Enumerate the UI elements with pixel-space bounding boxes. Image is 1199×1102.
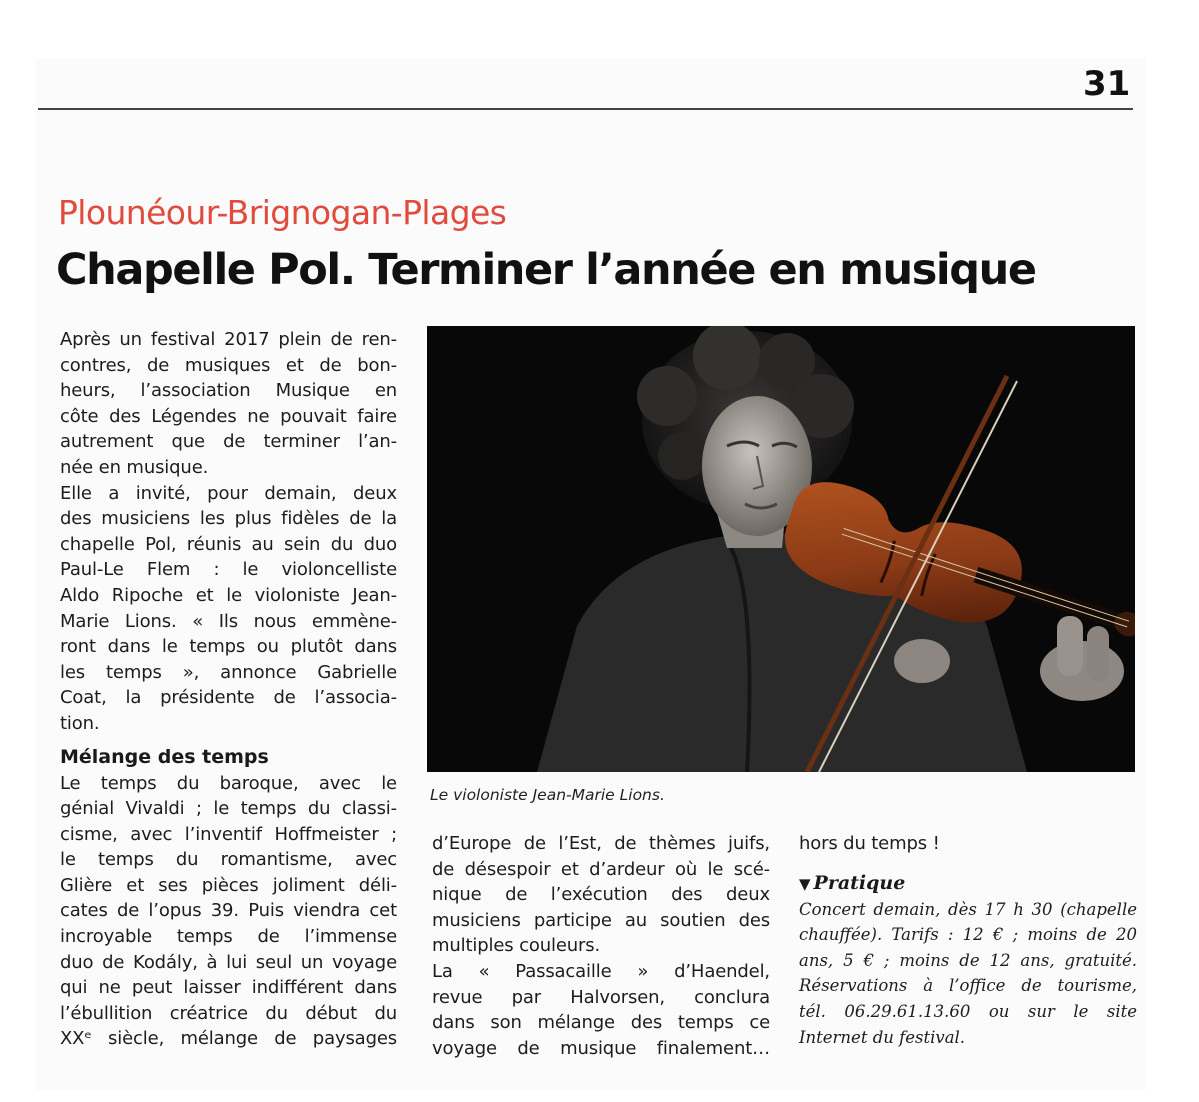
text-line: génial Vivaldi ; le temps du classi- bbox=[60, 798, 397, 820]
article-photo bbox=[427, 326, 1135, 772]
text-line: cisme, avec l’inventif Hoffmeister ; bbox=[60, 823, 397, 845]
practical-info-title-text: Pratique bbox=[813, 871, 906, 894]
practical-info-lines bbox=[799, 897, 1137, 1051]
text-line: nique de l’exécution des deux bbox=[432, 884, 770, 906]
section-paragraph bbox=[60, 771, 397, 1053]
article-column-1 bbox=[60, 327, 397, 1052]
text-line: La « Passacaille » d’Haendel, bbox=[432, 960, 770, 982]
section-subhead: Mélange des temps bbox=[60, 745, 269, 768]
violinist-photo-illustration bbox=[427, 326, 1135, 772]
photo-caption: Le violoniste Jean-Marie Lions. bbox=[430, 786, 665, 804]
text-line: Concert demain, dès 17 h 30 (chapelle bbox=[799, 899, 1137, 919]
text-line: Paul-Le Flem : le violoncelliste bbox=[60, 559, 397, 581]
article-kicker: Plounéour-Brignogan-Plages bbox=[58, 193, 507, 232]
text-line: hors du temps ! bbox=[799, 833, 940, 854]
article-headline: Chapelle Pol. Terminer l’année en musique bbox=[56, 245, 1036, 295]
text-line: autrement que de terminer l’an- bbox=[60, 431, 397, 453]
text-line: Marie Lions. « Ils nous emmène- bbox=[60, 610, 397, 632]
practical-info-box bbox=[799, 869, 1137, 1051]
text-line: duo de Kodály, à lui seul un voyage bbox=[60, 951, 397, 973]
text-line: Le temps du baroque, avec le bbox=[60, 772, 397, 794]
text-line: les temps », annonce Gabrielle bbox=[60, 661, 397, 683]
text-line: tion. bbox=[60, 712, 100, 734]
text-line: revue par Halvorsen, conclura bbox=[432, 986, 770, 1008]
text-line: chauffée). Tarifs : 12 € ; moins de 20 bbox=[799, 925, 1137, 945]
text-line: des musiciens les plus fidèles de la bbox=[60, 508, 397, 530]
text-line: Réservations à l’office de tourisme, bbox=[799, 976, 1137, 996]
text-line: musiciens participe au soutien des bbox=[432, 909, 770, 931]
text-line: côte des Légendes ne pouvait faire bbox=[60, 405, 397, 427]
column-3-text bbox=[799, 831, 1137, 857]
article-column-3 bbox=[799, 831, 1137, 1050]
practical-info-title bbox=[799, 869, 1137, 897]
page-number: 31 bbox=[1083, 64, 1131, 104]
text-line: XXᵉ siècle, mélange de paysages bbox=[60, 1028, 397, 1050]
article-column-2 bbox=[432, 831, 770, 1061]
text-line: multiples couleurs. bbox=[432, 935, 601, 957]
text-line: voyage de musique finalement… bbox=[432, 1037, 770, 1059]
text-line: dans son mélange des temps ce bbox=[432, 1012, 770, 1034]
text-line: Coat, la présidente de l’associa- bbox=[60, 687, 397, 709]
text-line: incroyable temps de l’immense bbox=[60, 926, 397, 948]
text-line: cates de l’opus 39. Puis viendra cet bbox=[60, 900, 397, 922]
triangle-down-icon: ▼ bbox=[799, 874, 811, 893]
text-line: chapelle Pol, réunis au sein du duo bbox=[60, 533, 397, 555]
text-line: Internet du festival. bbox=[799, 1027, 966, 1047]
text-line: le temps du romantisme, avec bbox=[60, 849, 397, 871]
text-line: contres, de musiques et de bon- bbox=[60, 354, 397, 376]
text-line: Aldo Ripoche et le violoniste Jean- bbox=[60, 584, 397, 606]
text-line: ans, 5 € ; moins de 12 ans, gratuité. bbox=[799, 950, 1137, 970]
text-line: Elle a invité, pour demain, deux bbox=[60, 482, 397, 504]
intro-paragraphs bbox=[60, 327, 397, 737]
text-line: de désespoir et d’ardeur où le scé- bbox=[432, 858, 770, 880]
text-line: d’Europe de l’Est, de thèmes juifs, bbox=[432, 833, 770, 854]
text-line: Après un festival 2017 plein de ren- bbox=[60, 329, 397, 350]
text-line: qui ne peut laisser indifférent dans bbox=[60, 977, 397, 999]
header-rule bbox=[38, 108, 1133, 110]
text-line: Glière et ses pièces joliment déli- bbox=[60, 874, 397, 896]
text-line: heurs, l’association Musique en bbox=[60, 380, 397, 402]
text-line: née en musique. bbox=[60, 456, 209, 478]
text-line: tél. 06.29.61.13.60 ou sur le site bbox=[799, 1001, 1137, 1021]
text-line: l’ébullition créatrice du début du bbox=[60, 1002, 397, 1024]
text-line: ront dans le temps ou plutôt dans bbox=[60, 636, 397, 658]
